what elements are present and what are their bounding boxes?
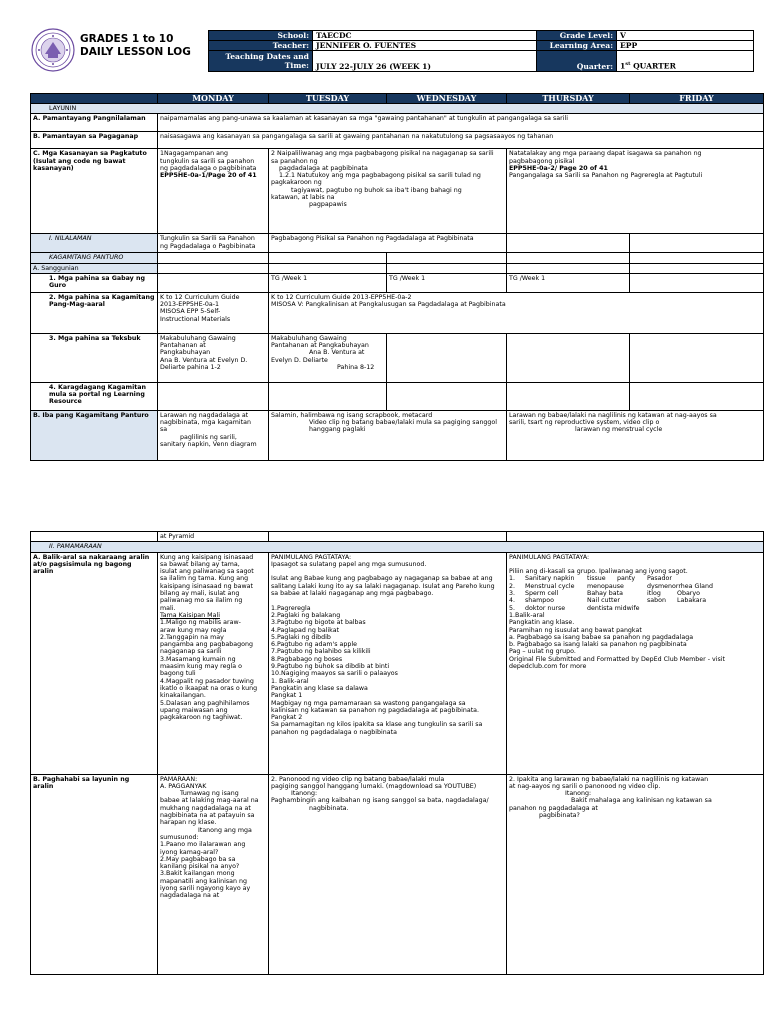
label-kasanayan-sa-pagkatuto: C. Mga Kasanayan sa Pagkatuto (Isulat ang code ng bawat kasanayan) bbox=[31, 149, 158, 234]
sanggunian-wednesday bbox=[387, 263, 507, 273]
gabay-monday bbox=[158, 273, 269, 292]
label-kagamitang-panturo: KAGAMITANG PANTURO bbox=[31, 253, 158, 263]
balik-aral-thursday: PANIMULANG PAGTATAYA: Piliin ang di-kasali sa grupo. Ipaliwanag ang iyong sagot. 1. Sanitary napkin tissue panty Pasador 2. Menstrual cycle menopause dysmenorrhea Gland 3. Sperm cell Bahay bata itlog Obaryo 4. shampoo Nail cutter sabon Labakara 5. doktor nurse dentista midwife 1.Balik-aral Pangkatin ang klase. Paramihan ng isusulat ang bawat pangkat a. Pagbabago sa isang babae sa panahon ng pagdadalaga b. Pagbabago sa isang lalaki sa panahon ng pagbibinata Pag – uulat ng grupo. Original File Submitted and Formatted by DepEd Club Member - visit depedclub.com for more bbox=[507, 552, 764, 774]
kasanayan-monday: 1Nagagampanan ang tungkulin sa sarili sa panahon ng pagdadalaga o pagbibinata EPP5HE-0a-1/Page 20 of 41 bbox=[158, 149, 269, 234]
teksbuk-monday: Makabuluhang Gawaing Pantahanan at Pangkabuhayan Ana B. Ventura at Evelyn D. Deliarte pahina 1-2 bbox=[158, 333, 269, 382]
learning-area-value: EPP bbox=[617, 41, 754, 51]
day-header-friday: FRIDAY bbox=[630, 94, 764, 104]
kagamitang-mag-aaral-monday: K to 12 Curriculum Guide 2013-EPP5HE-0a-1 MISOSA EPP 5-Self- Instructional Materials bbox=[158, 292, 269, 333]
label-gabay-ng-guro: 1. Mga pahina sa Gabay ng Guro bbox=[31, 273, 158, 292]
balik-aral-monday: Kung ang kaisipang isinasaad sa bawat bilang ay tama, isulat ang paliwanag sa sagot sa ilalim ng tama. Kung ang kaisipang isinasaad ng bawat bilang ay mali, isulat ang paliwanag mo sa ilalim ng mali. Tama Kaisipan Mali 1.Maligo ng mabilis araw- araw kung may regla 2.Tanggapin na may pangamba ang pagbabagong nagaganap sa sarili 3.Masamang kumain ng maasim kung may regla o bagong tuli 4.Magpalit ng pasador tuwing ikatlo o ikaapat na oras o kung kinakailangan. 5.Dalasan ang paghihilamos upang maiwasan ang pagkakaroon ng taghiwat. bbox=[158, 552, 269, 774]
pamantayan-sa-pagaganap-text: naisasagawa ang kasanayan sa pangangalaga sa sarili at gawaing pantahanan na nakatutulong sa pagsasaayos ng tahanan bbox=[158, 132, 764, 149]
sanggunian-friday bbox=[630, 263, 764, 273]
nilalaman-monday: Tungkulin sa Sarili sa Panahon ng Pagdadalaga o Pagbibinata bbox=[158, 234, 269, 253]
lesson-plan-table-page1 bbox=[30, 93, 764, 461]
balik-aral-tuesday: PANIMULANG PAGTATAYA: Ipasagot sa sulatang papel ang mga sumusunod. Isulat ang Babae kung ang pagbabago ay nagaganap sa babae at ang salitang Lalaki kung ito ay sa lalaki nagaganap. Isulat ang Pareho kung sa babae at lalaki nagaganap ang mga pagbabago. 1.Pagreregla 2.Paglaki ng balakang 3.Pagtubo ng bigote at balbas 4.Paglapad ng balikat 5.Paglaki ng dibdib 6.Pagtubo ng adam's apple 7.Pagtubo ng balahibo sa kilikili 8.Pagbabago ng boses 9.Pagtubo ng buhok sa dibdib at binti 10.Nagiging maayos sa sarili o palaayos 1. Balik-aral Pangkatin ang klase sa dalawa Pangkat 1 Magbigay ng mga pamamaraan sa wastong pangangalaga sa kalinisan ng katawan sa panahon ng pagdadalaga at pagbibinata. Pangkat 2 Sa pamamagitan ng kilos ipakita sa klase ang tungkulin sa sarili sa panahon ng pagdadalaga o nagbibinata bbox=[269, 552, 507, 774]
learning-area-label: Learning Area: bbox=[537, 41, 617, 51]
continuation-text: at Pyramid bbox=[158, 532, 269, 542]
paghahabi-thursday: 2. Ipakita ang larawan ng babae/lalaki na naglilinis ng katawan at nag-aayos ng sarili o panonood ng video clip. Itanong: Bakit mahalaga ang kalinisan ng katawan sa panahon ng pagdadalaga at pagbibinata? bbox=[507, 774, 764, 974]
school-label: School: bbox=[209, 31, 313, 41]
gabay-wednesday: TG /Week 1 bbox=[387, 273, 507, 292]
continuation-thursday bbox=[507, 532, 764, 542]
kagamitang-thursday bbox=[507, 253, 630, 263]
karagdagang-wednesday bbox=[387, 382, 507, 410]
kasanayan-thursday: Natatalakay ang mga paraang dapat isagawa sa panahon ng pagbabagong pisikal EPP5HE-0a-2/ Page 20 of 41 Pangangalaga sa Sarili sa Panahon ng Pagreregla at Pagtutuli bbox=[507, 149, 764, 234]
sanggunian-monday bbox=[158, 263, 269, 273]
day-header-monday: MONDAY bbox=[158, 94, 269, 104]
continuation-tuesday bbox=[269, 532, 507, 542]
teksbuk-tuesday: Makabuluhang Gawaing Pantahanan at Pangkabuhayan Ana B. Ventura at Evelyn D. Deliarte Pahina 8-12 bbox=[269, 333, 387, 382]
label-sanggunian: A. Sanggunian bbox=[31, 263, 158, 273]
gabay-tuesday: TG /Week 1 bbox=[269, 273, 387, 292]
label-paghahabi-sa-layunin: B. Paghahabi sa layunin ng aralin bbox=[31, 774, 158, 974]
kagamitang-mag-aaral-tuesday: K to 12 Curriculum Guide 2013-EPP5HE-0a-2 MISOSA V: Pangkalinisan at Pangkalusugan sa Pagdadalaga at Pagbibinata bbox=[269, 292, 764, 333]
label-karagdagang-kagamitan: 4. Karagdagang Kagamitan mula sa portal ng Learning Resource bbox=[31, 382, 158, 410]
karagdagang-tuesday bbox=[269, 382, 387, 410]
pamantayang-pangnilalaman-text: naipamamalas ang pang-unawa sa kaalaman at kasanayan sa mga "gawaing pantahanan" at tungkulin at pangangalaga sa sarili bbox=[158, 114, 764, 132]
label-kagamitang-pang-mag-aaral: 2. Mga pahina sa Kagamitang Pang-Mag-aaral bbox=[31, 292, 158, 333]
karagdagang-thursday bbox=[507, 382, 630, 410]
teksbuk-thursday bbox=[507, 333, 630, 382]
day-header-blank bbox=[31, 94, 158, 104]
iba-pang-kagamitan-thursday: Larawan ng babae/lalaki na naglilinis ng katawan at nag-aayos sa sarili, tsart ng reproductive system, video clip o larawan ng menstrual cycle bbox=[507, 410, 764, 460]
section-layunin: LAYUNIN bbox=[31, 104, 764, 114]
school-value: TAECDC bbox=[313, 31, 537, 41]
teacher-label: Teacher: bbox=[209, 41, 313, 51]
karagdagang-friday bbox=[630, 382, 764, 410]
gabay-thursday: TG /Week 1 bbox=[507, 273, 630, 292]
continuation-label-blank bbox=[31, 532, 158, 542]
gabay-friday bbox=[630, 273, 764, 292]
section-pamamaraan: II. PAMAMARAAN bbox=[31, 542, 764, 552]
header-info-table bbox=[208, 30, 754, 72]
teksbuk-friday bbox=[630, 333, 764, 382]
grade-level-label: Grade Level: bbox=[537, 31, 617, 41]
paghahabi-monday: PAMARAAN: A. PAGGANYAK Tumawag ng isang babae at lalaking mag-aaral na mukhang nagdadalaga na at nagbibinata na at patayuin sa harapan ng klase. Itanong ang mga sumusunod: 1.Paano mo ilalarawan ang iyong kamag-aral? 2.May pagbabago ba sa kanilang pisikal na anyo? 3.Bakit kailangan mong mapanatili ang kalinisan ng iyong sarili ngayong kayo ay nagdadalaga na at bbox=[158, 774, 269, 974]
nilalaman-friday bbox=[630, 234, 764, 253]
day-header-tuesday: TUESDAY bbox=[269, 94, 387, 104]
teaching-dates-value: JULY 22-JULY 26 (WEEK 1) bbox=[313, 51, 537, 72]
paghahabi-tuesday: 2. Panonood ng video clip ng batang babae/lalaki mula pagiging sanggol hanggang lumaki. (magdownload sa YOUTUBE) Itanong: Paghambingin ang kaibahan ng isang sanggol sa bata, nagdadalaga/ nagbibinata. bbox=[269, 774, 507, 974]
kagamitang-friday bbox=[630, 253, 764, 263]
label-teksbuk: 3. Mga pahina sa Teksbuk bbox=[31, 333, 158, 382]
quarter-value: 1st QUARTER bbox=[617, 51, 754, 72]
label-nilalaman: I. NILALAMAN bbox=[31, 234, 158, 253]
iba-pang-kagamitan-tuesday: Salamin, halimbawa ng isang scrapbook, metacard Video clip ng batang babae/lalaki mula sa pagiging sanggol hanggang paglaki bbox=[269, 410, 507, 460]
sanggunian-tuesday bbox=[269, 263, 387, 273]
day-header-thursday: THURSDAY bbox=[507, 94, 630, 104]
lesson-log-title: GRADES 1 to 10 DAILY LESSON LOG bbox=[80, 33, 191, 58]
teacher-value: JENNIFER O. FUENTES bbox=[313, 41, 537, 51]
label-balik-aral: A. Balik-aral sa nakaraang aralin at/o pagsisimula ng bagong aralin bbox=[31, 552, 158, 774]
kagamitang-monday bbox=[158, 253, 269, 263]
karagdagang-monday bbox=[158, 382, 269, 410]
quarter-label: Quarter: bbox=[537, 51, 617, 72]
kagamitang-tuesday bbox=[269, 253, 387, 263]
grade-level-value: V bbox=[617, 31, 754, 41]
label-pamantayan-sa-pagaganap: B. Pamantayan sa Pagaganap bbox=[31, 132, 158, 149]
iba-pang-kagamitan-monday: Larawan ng nagdadalaga at nagbibinata, mga kagamitan sa paglilinis ng sarili, sanitary napkin, Venn diagram bbox=[158, 410, 269, 460]
nilalaman-tuesday: Pagbabagong Pisikal sa Panahon ng Pagdadalaga at Pagbibinata bbox=[269, 234, 507, 253]
deped-seal-logo bbox=[31, 28, 75, 72]
nilalaman-thursday bbox=[507, 234, 630, 253]
day-header-wednesday: WEDNESDAY bbox=[387, 94, 507, 104]
di-kasali-list: 1. Sanitary napkin tissue panty Pasador 2. Menstrual cycle menopause dysmenorrhea Gland 3. Sperm cell Bahay bata itlog Obaryo 4. shampoo Nail cutter sabon Labakara 5. doktor nurse dentista midwife bbox=[509, 575, 714, 612]
teksbuk-wednesday bbox=[387, 333, 507, 382]
label-iba-pang-kagamitang-panturo: B. Iba pang Kagamitang Panturo bbox=[31, 410, 158, 460]
kasanayan-tuesday: 2 Naipaliliwanag ang mga pagbabagong pisikal na nagaganap sa sarili sa panahon ng pagdadalaga at pagbibinata 1.2.1 Natutukoy ang mga pagbabagong pisikal sa sarili tulad ng pagkakaroon ng tagiyawat, pagtubo ng buhok sa iba't ibang bahagi ng katawan, at labis na pagpapawis bbox=[269, 149, 507, 234]
lesson-plan-table-page2 bbox=[30, 531, 764, 975]
label-pamantayang-pangnilalaman: A. Pamantayang Pangnilalaman bbox=[31, 114, 158, 132]
kagamitang-wednesday bbox=[387, 253, 507, 263]
sanggunian-thursday bbox=[507, 263, 630, 273]
teaching-dates-label: Teaching Dates and Time: bbox=[209, 51, 313, 72]
